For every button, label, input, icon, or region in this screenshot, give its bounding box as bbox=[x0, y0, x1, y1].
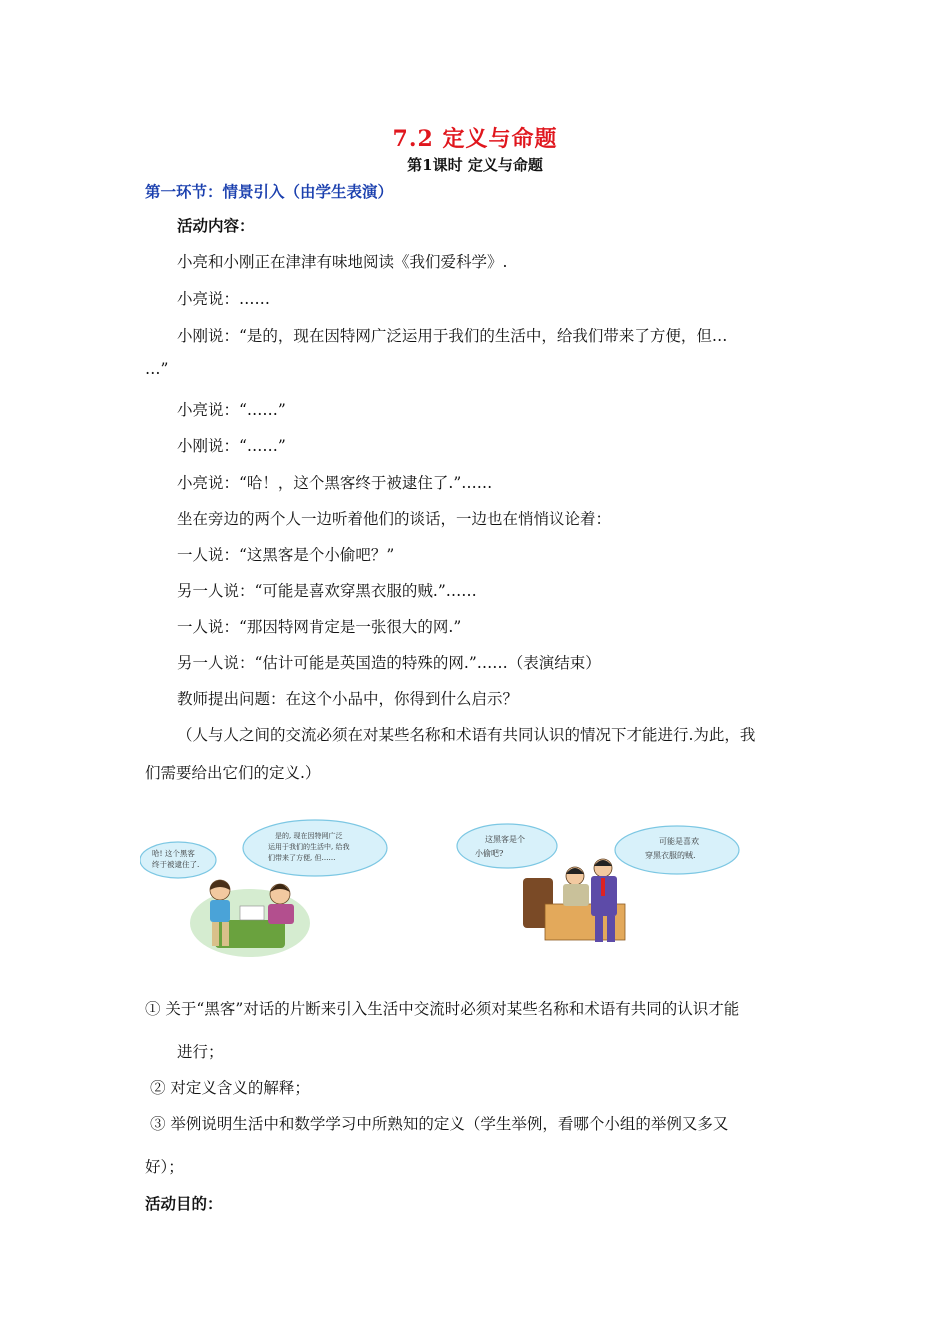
paragraph-line: …” bbox=[145, 360, 169, 378]
paragraph-line: 坐在旁边的两个人一边听着他们的谈话，一边也在悄悄议论着： bbox=[177, 510, 612, 528]
point-line: 进行； bbox=[177, 1043, 224, 1061]
paragraph-line: 教师提出问题：在这个小品中，你得到什么启示？ bbox=[177, 690, 519, 708]
man2-hair bbox=[594, 860, 612, 866]
bubble-text: 穿黑衣服的贼. bbox=[645, 851, 696, 860]
point-line: ② 对定义含义的解释； bbox=[150, 1079, 310, 1097]
man-hair bbox=[566, 868, 584, 874]
boy-leg bbox=[212, 922, 219, 946]
paragraph-line: 另一人说：“可能是喜欢穿黑衣服的贼.”…… bbox=[177, 582, 477, 600]
man-shirt bbox=[563, 884, 589, 906]
bubble-text: 可能是喜欢 bbox=[659, 837, 699, 846]
bubble-text: 终于被逮住了. bbox=[152, 860, 200, 869]
paragraph-line: 小刚说：“是的，现在因特网广泛运用于我们的生活中，给我们带来了方便，但… bbox=[177, 327, 728, 345]
paragraph-line: 一人说：“那因特网肯定是一张很大的网.” bbox=[177, 618, 462, 636]
bubble-text: 这黑客是个 bbox=[485, 835, 525, 844]
boy-shirt bbox=[210, 900, 230, 922]
point-line: ① 关于“黑客”对话的片断来引入生活中交流时必须对某些名称和术语有共同的认识才能 bbox=[145, 1000, 740, 1018]
page-title: 7.2 定义与命题 bbox=[392, 126, 558, 152]
girl-shirt bbox=[268, 904, 294, 924]
boy-leg bbox=[222, 922, 229, 946]
page-subtitle: 第1课时 定义与命题 bbox=[407, 156, 543, 174]
paragraph-line: 另一人说：“估计可能是英国造的特殊的网.”……（表演结束） bbox=[177, 654, 601, 672]
man2-leg bbox=[607, 916, 615, 942]
purpose-label: 活动目的： bbox=[145, 1194, 223, 1213]
speech-bubble bbox=[615, 826, 739, 874]
bubble-text: 运用于我们的生活中, 给我 bbox=[268, 843, 350, 851]
paragraph-line: 小亮说：“……” bbox=[177, 401, 286, 419]
bubble-text: 小偷吧? bbox=[475, 849, 504, 858]
left-illustration bbox=[140, 818, 420, 958]
paragraph-line: （人与人之间的交流必须在对某些名称和术语有共同认识的情况下才能进行.为此，我 bbox=[177, 726, 756, 744]
tie bbox=[601, 878, 605, 896]
speech-bubble bbox=[457, 824, 557, 868]
magazine bbox=[240, 906, 264, 920]
paragraph-line: 们需要给出它们的定义.） bbox=[145, 764, 321, 782]
bubble-text: 们带来了方便, 但…… bbox=[268, 854, 336, 862]
paragraph-line: 小亮和小刚正在津津有味地阅读《我们爱科学》. bbox=[177, 253, 508, 271]
point-line: 好）； bbox=[145, 1158, 184, 1176]
right-illustration bbox=[445, 818, 745, 948]
bubble-text: 哈! 这个黑客 bbox=[152, 849, 195, 858]
paragraph-line: 小亮说：…… bbox=[177, 290, 271, 308]
section-heading: 第一环节：情景引入（由学生表演） bbox=[145, 182, 394, 201]
paragraph-line: 小刚说：“……” bbox=[177, 437, 286, 455]
point-line: ③ 举例说明生活中和数学学习中所熟知的定义（学生举例，看哪个小组的举例又多又 bbox=[150, 1115, 729, 1133]
bubble-text: 是的, 现在因特网广泛 bbox=[275, 832, 343, 840]
paragraph-line: 小亮说：“哈！，这个黑客终于被逮住了.”…… bbox=[177, 474, 493, 492]
activity-label: 活动内容： bbox=[177, 216, 255, 235]
man2-leg bbox=[595, 916, 603, 942]
paragraph-line: 一人说：“这黑客是个小偷吧？” bbox=[177, 546, 395, 564]
